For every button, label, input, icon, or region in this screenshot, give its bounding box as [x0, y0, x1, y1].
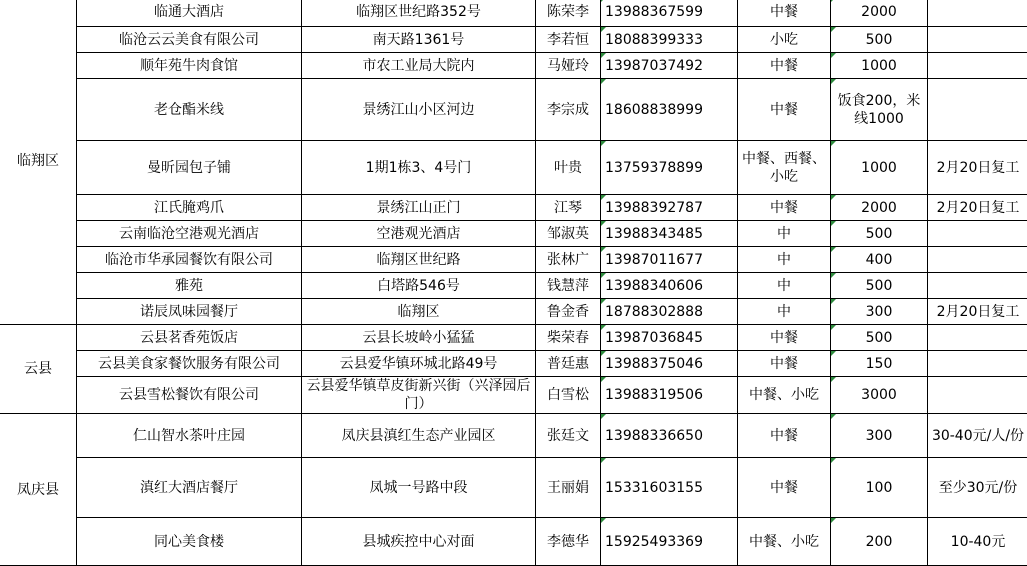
- name-cell: 老仓酯米线: [77, 79, 302, 141]
- table-row: [0, 141, 1027, 195]
- type-cell: 中餐: [738, 0, 831, 27]
- capacity-cell: 300: [831, 299, 928, 325]
- phone-cell: 15331603155: [601, 458, 738, 518]
- table-row: [0, 0, 1027, 27]
- contact-cell: 邹淑英: [536, 221, 601, 247]
- table-row: [0, 325, 1027, 351]
- name-cell: 滇红大酒店餐厅: [77, 458, 302, 518]
- contact-cell: 柴荣春: [536, 325, 601, 351]
- table-row: [0, 377, 1027, 414]
- table-row: [0, 414, 1027, 458]
- contact-cell: 叶贵: [536, 141, 601, 195]
- address-cell: 凤城一号路中段: [302, 458, 536, 518]
- phone-cell: 13987011677: [601, 247, 738, 273]
- name-cell: 云县雪松餐饮有限公司: [77, 377, 302, 414]
- address-cell: 市农工业局大院内: [302, 53, 536, 79]
- phone-cell: 13988375046: [601, 351, 738, 377]
- address-cell: 景绣江山小区河边: [302, 79, 536, 141]
- capacity-cell: 1000: [831, 53, 928, 79]
- district-cell: 云县: [0, 325, 77, 414]
- phone-cell: 18088399333: [601, 27, 738, 53]
- table-row: [0, 79, 1027, 141]
- table-row: [0, 299, 1027, 325]
- contact-cell: 白雪松: [536, 377, 601, 414]
- contact-cell: 钱慧萍: [536, 273, 601, 299]
- contact-cell: 马娅玲: [536, 53, 601, 79]
- note-cell: [928, 377, 1027, 414]
- note-cell: [928, 351, 1027, 377]
- contact-cell: 王丽娟: [536, 458, 601, 518]
- address-cell: 白塔路546号: [302, 273, 536, 299]
- contact-cell: 陈荣李: [536, 0, 601, 27]
- capacity-cell: 500: [831, 325, 928, 351]
- type-cell: 中: [738, 221, 831, 247]
- name-cell: 云县美食家餐饮服务有限公司: [77, 351, 302, 377]
- address-cell: 临翔区: [302, 299, 536, 325]
- table-row: [0, 247, 1027, 273]
- contact-cell: 普廷惠: [536, 351, 601, 377]
- name-cell: 临沧云云美食有限公司: [77, 27, 302, 53]
- contact-cell: 张林广: [536, 247, 601, 273]
- address-cell: 县城疾控中心对面: [302, 518, 536, 566]
- contact-cell: 李宗成: [536, 79, 601, 141]
- type-cell: 中: [738, 247, 831, 273]
- type-cell: 中餐: [738, 195, 831, 221]
- name-cell: 临通大酒店: [77, 0, 302, 27]
- contact-cell: 鲁金香: [536, 299, 601, 325]
- address-cell: 景绣江山正门: [302, 195, 536, 221]
- note-cell: 至少30元/份: [928, 458, 1027, 518]
- contact-cell: 张廷文: [536, 414, 601, 458]
- table-row: [0, 273, 1027, 299]
- note-cell: [928, 0, 1027, 27]
- note-cell: [928, 221, 1027, 247]
- phone-cell: 13988343485: [601, 221, 738, 247]
- capacity-cell: 3000: [831, 377, 928, 414]
- phone-cell: 15925493369: [601, 518, 738, 566]
- capacity-cell: 饭食200，米线1000: [831, 79, 928, 141]
- contact-cell: 李德华: [536, 518, 601, 566]
- capacity-cell: 1000: [831, 141, 928, 195]
- address-cell: 南天路1361号: [302, 27, 536, 53]
- phone-cell: 18608838999: [601, 79, 738, 141]
- type-cell: 中餐: [738, 53, 831, 79]
- contact-cell: 江琴: [536, 195, 601, 221]
- table-row: [0, 351, 1027, 377]
- address-cell: 临翔区世纪路: [302, 247, 536, 273]
- type-cell: 小吃: [738, 27, 831, 53]
- phone-cell: 13988392787: [601, 195, 738, 221]
- phone-cell: 13987036845: [601, 325, 738, 351]
- table-row: [0, 53, 1027, 79]
- capacity-cell: 500: [831, 27, 928, 53]
- name-cell: 曼昕园包子铺: [77, 141, 302, 195]
- phone-cell: 13987037492: [601, 53, 738, 79]
- note-cell: [928, 27, 1027, 53]
- address-cell: 空港观光酒店: [302, 221, 536, 247]
- table-row: [0, 195, 1027, 221]
- capacity-cell: 2000: [831, 0, 928, 27]
- table-row: [0, 518, 1027, 566]
- name-cell: 顺年苑牛肉食馆: [77, 53, 302, 79]
- address-cell: 1期1栋3、4号门: [302, 141, 536, 195]
- table-row: [0, 458, 1027, 518]
- capacity-cell: 300: [831, 414, 928, 458]
- type-cell: 中餐: [738, 79, 831, 141]
- type-cell: 中餐: [738, 414, 831, 458]
- capacity-cell: 100: [831, 458, 928, 518]
- phone-cell: 13759378899: [601, 141, 738, 195]
- district-cell: 凤庆县: [0, 414, 77, 566]
- phone-cell: 13988336650: [601, 414, 738, 458]
- capacity-cell: 500: [831, 221, 928, 247]
- name-cell: 江氏腌鸡爪: [77, 195, 302, 221]
- capacity-cell: 500: [831, 273, 928, 299]
- note-cell: 2月20日复工: [928, 141, 1027, 195]
- type-cell: 中: [738, 273, 831, 299]
- note-cell: [928, 53, 1027, 79]
- name-cell: 云县茗香苑饭店: [77, 325, 302, 351]
- phone-cell: 13988319506: [601, 377, 738, 414]
- capacity-cell: 2000: [831, 195, 928, 221]
- type-cell: 中餐、西餐、小吃: [738, 141, 831, 195]
- type-cell: 中餐: [738, 458, 831, 518]
- address-cell: 凤庆县滇红生态产业园区: [302, 414, 536, 458]
- type-cell: 中餐: [738, 325, 831, 351]
- note-cell: [928, 79, 1027, 141]
- address-cell: 临翔区世纪路352号: [302, 0, 536, 27]
- address-cell: 云县长坡岭小猛猛: [302, 325, 536, 351]
- type-cell: 中餐: [738, 351, 831, 377]
- district-cell: 临翔区: [0, 0, 77, 325]
- note-cell: 2月20日复工: [928, 195, 1027, 221]
- type-cell: 中: [738, 299, 831, 325]
- capacity-cell: 200: [831, 518, 928, 566]
- address-cell: 云县爱华镇草皮街新兴街（兴泽园后门）: [302, 377, 536, 414]
- name-cell: 云南临沧空港观光酒店: [77, 221, 302, 247]
- note-cell: [928, 325, 1027, 351]
- name-cell: 仁山智水茶叶庄园: [77, 414, 302, 458]
- name-cell: 诺辰凤味园餐厅: [77, 299, 302, 325]
- table-row: [0, 27, 1027, 53]
- name-cell: 雅苑: [77, 273, 302, 299]
- contact-cell: 李若恒: [536, 27, 601, 53]
- phone-cell: 13988367599: [601, 0, 738, 27]
- note-cell: 2月20日复工: [928, 299, 1027, 325]
- table-row: [0, 221, 1027, 247]
- type-cell: 中餐、小吃: [738, 377, 831, 414]
- address-cell: 云县爱华镇环城北路49号: [302, 351, 536, 377]
- name-cell: 临沧市华承园餐饮有限公司: [77, 247, 302, 273]
- note-cell: [928, 273, 1027, 299]
- note-cell: [928, 247, 1027, 273]
- name-cell: 同心美食楼: [77, 518, 302, 566]
- type-cell: 中餐、小吃: [738, 518, 831, 566]
- phone-cell: 18788302888: [601, 299, 738, 325]
- note-cell: 30-40元/人/份: [928, 414, 1027, 458]
- note-cell: 10-40元: [928, 518, 1027, 566]
- capacity-cell: 400: [831, 247, 928, 273]
- phone-cell: 13988340606: [601, 273, 738, 299]
- capacity-cell: 150: [831, 351, 928, 377]
